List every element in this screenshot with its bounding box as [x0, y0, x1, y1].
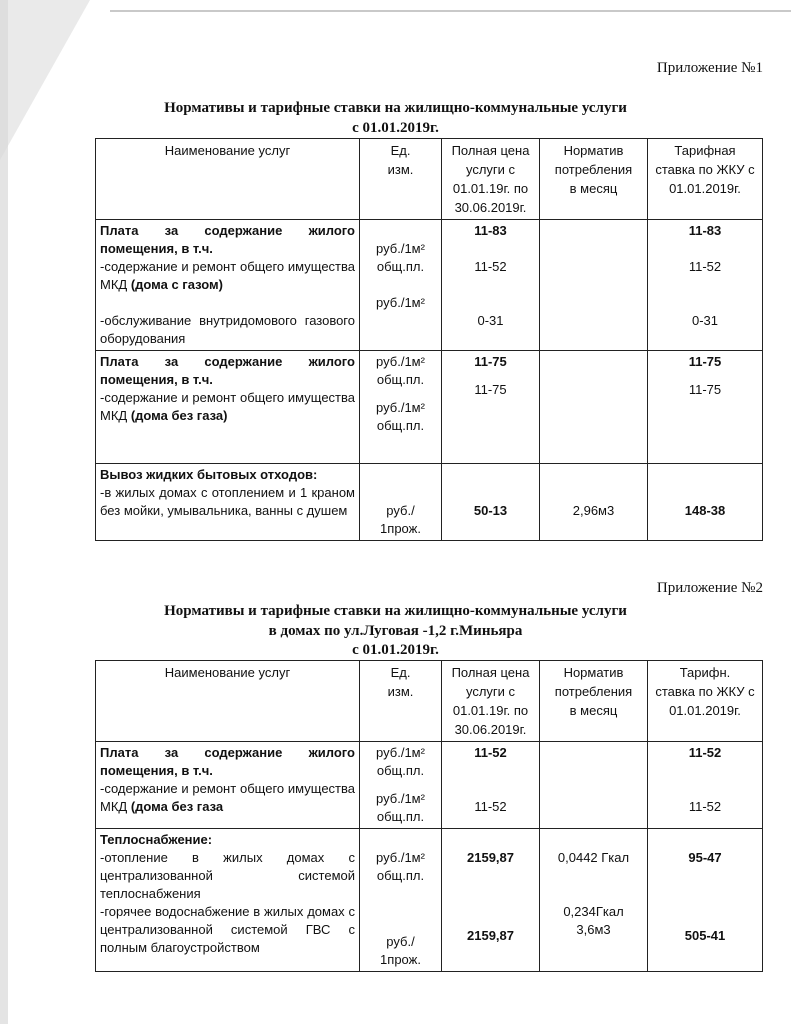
service-name-cell: Плата за содержание жилого помещения, в т.ч. -содержание и ремонт общего имущества МКД (дома без газа [96, 742, 360, 829]
norm-cell [540, 742, 648, 829]
rate-cell: 148-38 [648, 464, 763, 541]
appendix-1-title-line2: с 01.01.2019г. [352, 120, 439, 136]
header-norm: Норматив потребления в месяц [540, 139, 648, 220]
price-cell: 2159,87 2159,87 [442, 829, 540, 972]
table-row [96, 742, 763, 829]
unit-cell: руб./1м² общ.пл. руб./ 1прож. [360, 829, 442, 972]
rate-cell: 11-83 11-52 0-31 [648, 220, 763, 351]
rate-cell: 95-47 505-41 [648, 829, 763, 972]
norm-cell [540, 351, 648, 464]
unit-cell: руб./1м² общ.пл. руб./1м² общ.пл. [360, 351, 442, 464]
unit-cell: руб./ 1прож. [360, 464, 442, 541]
service-title: Вывоз жидких бытовых отходов: [100, 467, 318, 482]
appendix-2-title-line3: с 01.01.2019г. [352, 642, 439, 658]
service-title: Плата за содержание жилого помещения, в т.ч. [100, 354, 355, 387]
table-2-header-row [96, 661, 763, 742]
service-name-cell: Плата за содержание жилого помещения, в т.ч. -содержание и ремонт общего имущества МКД (дома с газом) -обслуживание внутридомового газового оборудования [96, 220, 360, 351]
table-1-header-row [96, 139, 763, 220]
header-price: Полная цена услуги с 01.01.19г. по 30.06.2019г. [442, 139, 540, 220]
header-name: Наименование услуг [96, 661, 360, 742]
service-title: Теплоснабжение: [100, 832, 213, 847]
unit-cell: руб./1м² общ.пл. руб./1м² общ.пл. [360, 742, 442, 829]
header-name: Наименование услуг [96, 139, 360, 220]
service-subitem: -обслуживание внутридомового газового оборудования [100, 313, 355, 346]
table-row [96, 351, 763, 464]
service-subitem: -отопление в жилых домах с централизованной системой теплоснабжения [100, 850, 355, 901]
service-name-cell [96, 829, 360, 972]
appendix-2-title-line1: Нормативы и тарифные ставки на жилищно-коммунальные услуги [164, 603, 627, 619]
service-subitem: -в жилых домах с отоплением и 1 краном без мойки, умывальника, ванны с душем [100, 485, 355, 518]
norm-cell [540, 220, 648, 351]
appendix-1-title-line1: Нормативы и тарифные ставки на жилищно-коммунальные услуги [164, 100, 627, 116]
service-title: Плата за содержание жилого помещения, в т.ч. [100, 745, 355, 778]
header-rate: Тарифн. ставка по ЖКУ с 01.01.2019г. [648, 661, 763, 742]
service-name-cell: Плата за содержание жилого помещения, в т.ч. -содержание и ремонт общего имущества МКД (дома без газа) [96, 351, 360, 464]
table-row [96, 829, 763, 972]
header-norm: Норматив потребления в месяц [540, 661, 648, 742]
table-row [96, 220, 763, 351]
price-cell: 11-52 11-52 [442, 742, 540, 829]
header-rate: Тарифная ставка по ЖКУ с 01.01.2019г. [648, 139, 763, 220]
norm-cell: 0,0442 Гкал 0,234Гкал 3,6м3 [540, 829, 648, 972]
appendix-2-title-line2: в домах по ул.Луговая -1,2 г.Миньяра [268, 623, 523, 639]
appendix-2-label: Приложение №2 [656, 580, 763, 596]
rate-cell: 11-52 11-52 [648, 742, 763, 829]
table-row [96, 464, 763, 541]
appendix-1-label: Приложение №1 [656, 60, 763, 76]
unit-cell: руб./1м² общ.пл. руб./1м² [360, 220, 442, 351]
tariff-table-2 [95, 660, 763, 972]
scan-top-line [110, 10, 791, 12]
header-unit: Ед. изм. [360, 139, 442, 220]
service-subitem: -горячее водоснабжение в жилых домах с централизованной системой ГВС с полным благоустройством [100, 904, 355, 955]
service-name-cell [96, 464, 360, 541]
header-unit: Ед. изм. [360, 661, 442, 742]
rate-cell: 11-75 11-75 [648, 351, 763, 464]
price-cell: 11-75 11-75 [442, 351, 540, 464]
header-price: Полная цена услуги с 01.01.19г. по 30.06.2019г. [442, 661, 540, 742]
service-title: Плата за содержание жилого помещения, в т.ч. [100, 223, 355, 256]
price-cell: 11-83 11-52 0-31 [442, 220, 540, 351]
norm-cell: 2,96м3 [540, 464, 648, 541]
tariff-table-1 [95, 138, 763, 541]
price-cell: 50-13 [442, 464, 540, 541]
